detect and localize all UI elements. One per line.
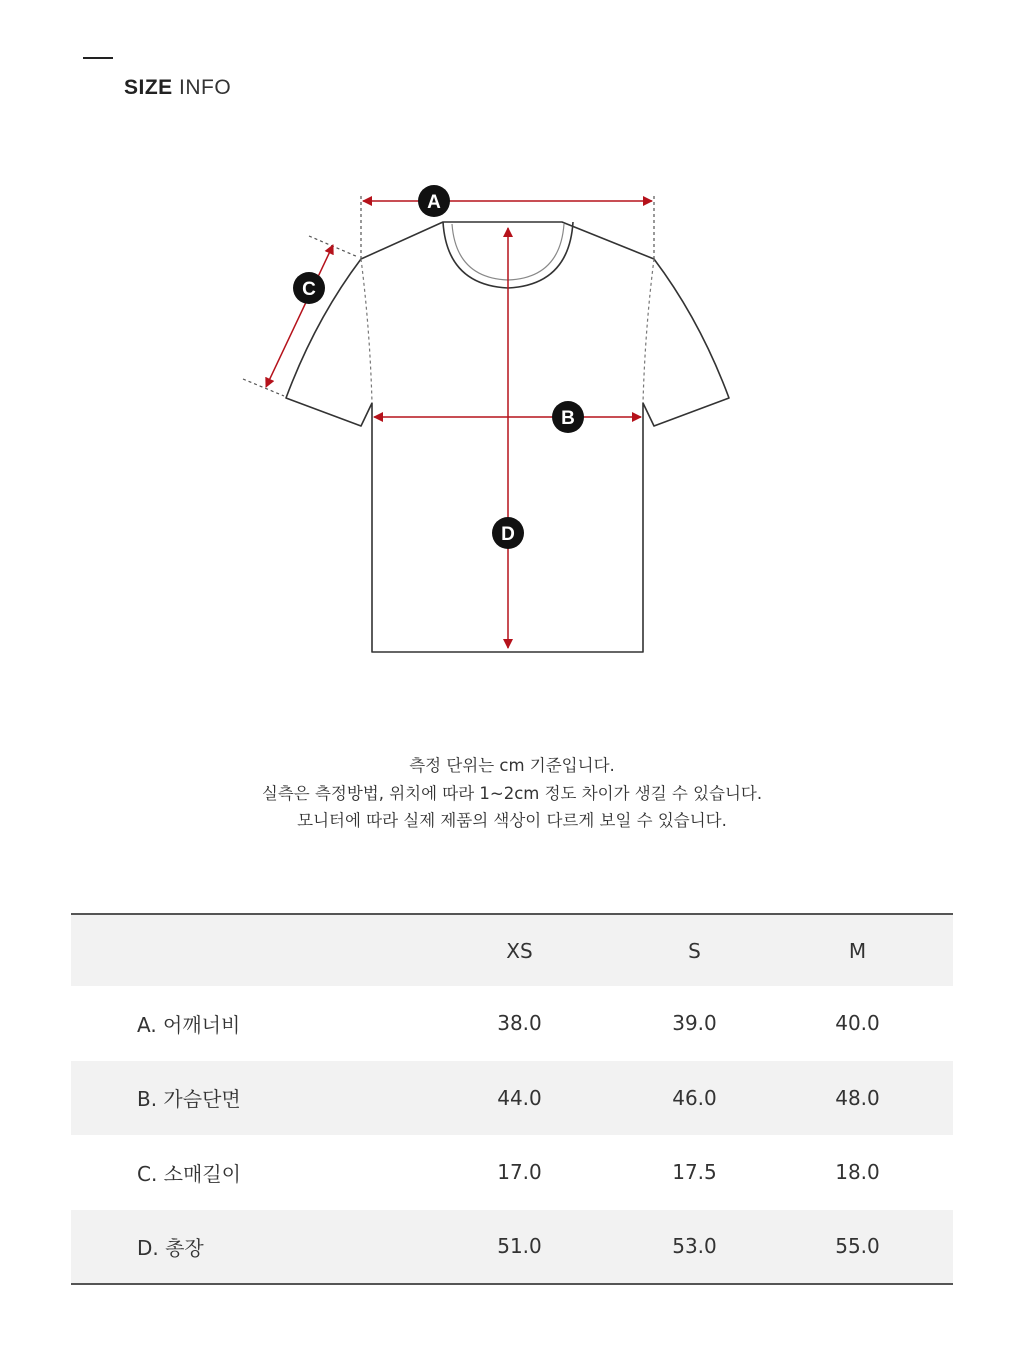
row-label: C. 소매길이 [137, 1161, 241, 1186]
measurement-notes [0, 752, 1024, 835]
row-value: 46.0 [672, 1085, 717, 1110]
row-value: 55.0 [835, 1234, 880, 1259]
header-size: S [688, 938, 701, 963]
c-guide-top [309, 236, 358, 257]
title-light: INFO [179, 76, 232, 99]
table-row [71, 1210, 953, 1285]
note-line: 실측은 측정방법, 위치에 따라 1~2cm 정도 차이가 생길 수 있습니다. [261, 783, 763, 803]
marker-c [293, 272, 325, 304]
row-value: 39.0 [672, 1011, 717, 1036]
row-value: 17.0 [497, 1160, 542, 1185]
title-bold: SIZE [124, 76, 173, 99]
marker-b [552, 401, 584, 433]
header-size: M [848, 938, 867, 963]
header-empty [71, 914, 422, 986]
table-row [71, 1061, 953, 1136]
row-value: 48.0 [835, 1085, 880, 1110]
table-header-row [71, 914, 953, 986]
row-value: 40.0 [835, 1011, 880, 1036]
header-size: XS [506, 938, 533, 963]
svg-text:D: D [501, 524, 515, 545]
marker-d [492, 517, 524, 549]
row-value: 53.0 [672, 1234, 717, 1259]
row-label: D. 총장 [137, 1235, 204, 1260]
table-row [71, 1135, 953, 1210]
row-value: 51.0 [497, 1234, 542, 1259]
row-value: 38.0 [497, 1011, 542, 1036]
row-value: 17.5 [672, 1160, 717, 1185]
c-guide-bottom [243, 379, 284, 396]
table-row [71, 986, 953, 1061]
row-label: A. 어깨너비 [137, 1012, 241, 1037]
svg-text:A: A [427, 192, 441, 213]
row-value: 18.0 [835, 1160, 880, 1185]
svg-text:B: B [561, 408, 575, 429]
marker-a [418, 185, 450, 217]
size-table [71, 913, 953, 1285]
note-line: 측정 단위는 cm 기준입니다. [409, 756, 615, 775]
row-label: B. 가슴단면 [137, 1087, 241, 1112]
svg-text:C: C [302, 279, 316, 300]
row-value: 44.0 [497, 1085, 542, 1110]
note-line: 모니터에 따라 실제 제품의 색상이 다르게 보일 수 있습니다. [297, 811, 727, 830]
